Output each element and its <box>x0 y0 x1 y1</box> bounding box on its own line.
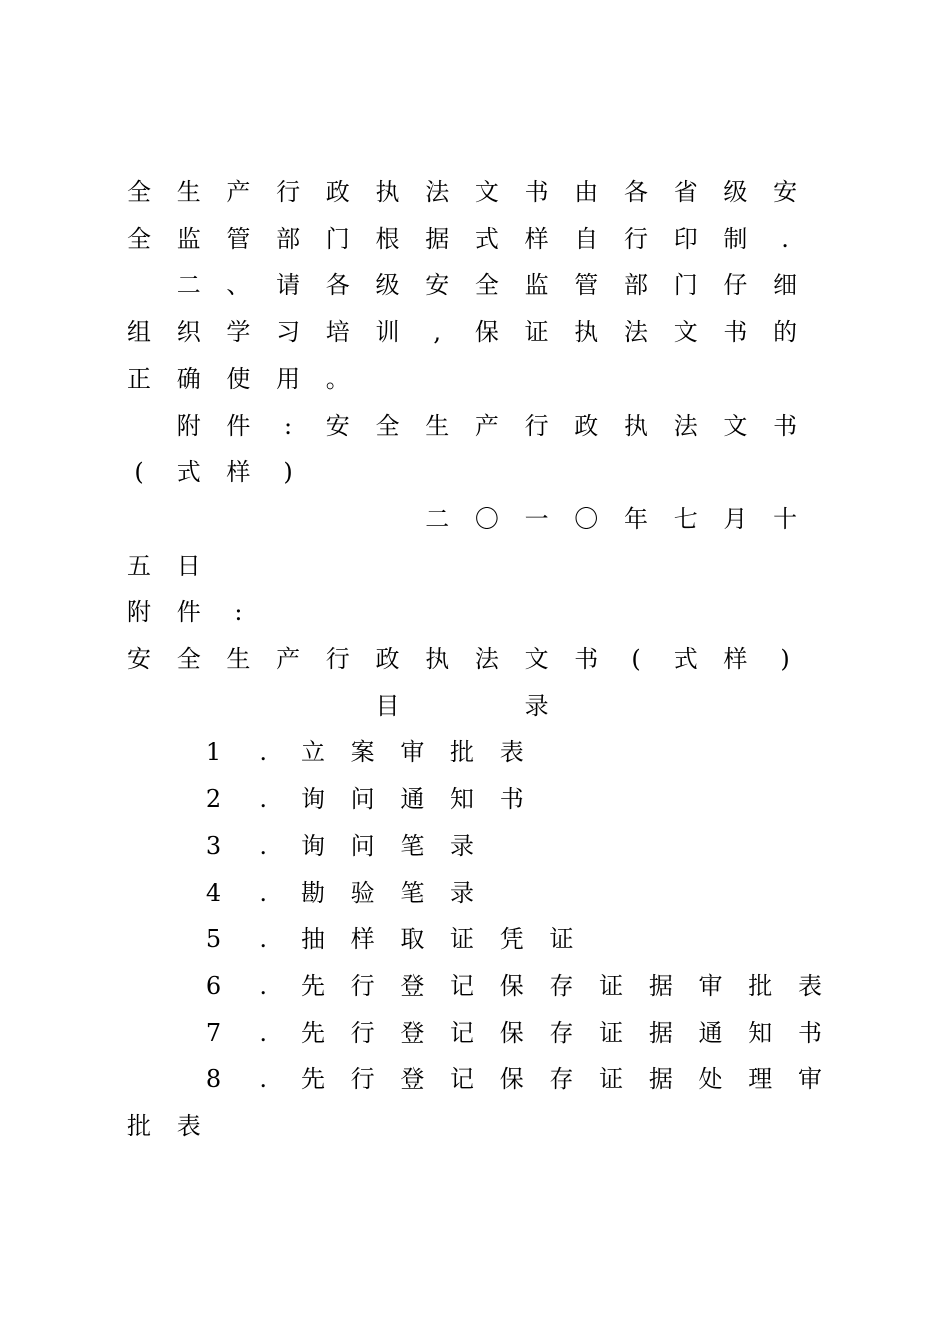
text-char: 监 <box>524 271 549 300</box>
text-line <box>128 641 800 677</box>
text-char: 样 <box>350 925 375 954</box>
text-char: 法 <box>624 318 648 347</box>
text-char: 月 <box>723 504 748 533</box>
text-line <box>128 875 800 911</box>
text-char: 录 <box>450 831 475 860</box>
text-char: 登 <box>400 1018 425 1047</box>
text-char: 文 <box>524 645 549 673</box>
text-char: 确 <box>176 364 201 393</box>
text-char: 5 <box>205 925 222 954</box>
text-char: 先 <box>300 971 325 1000</box>
text-char: 询 <box>300 831 325 860</box>
text-char: 织 <box>176 318 201 347</box>
text-char: 生 <box>176 178 201 206</box>
text-char: 7 <box>205 1018 222 1047</box>
text-char: 安 <box>425 271 450 300</box>
text-char: 学 <box>226 318 251 347</box>
text-char: ) <box>780 645 790 673</box>
text-line <box>128 734 800 770</box>
text-char: 制 <box>723 224 748 253</box>
text-char: 通 <box>698 1018 723 1047</box>
text-char: 笔 <box>400 831 425 860</box>
text-char: 全 <box>127 178 151 206</box>
text-char: 〇 <box>574 504 599 533</box>
text-char: 细 <box>773 271 798 300</box>
text-char: 询 <box>300 785 325 814</box>
text-char: 门 <box>325 224 350 253</box>
text-line <box>128 548 800 584</box>
text-char: 行 <box>276 178 301 206</box>
text-char: 登 <box>400 1065 425 1094</box>
text-char: 保 <box>499 1065 524 1094</box>
text-char: 印 <box>673 224 698 253</box>
text-char: 自 <box>574 224 599 253</box>
text-char: 法 <box>425 178 450 206</box>
text-char: 审 <box>698 971 723 1000</box>
text-char: 表 <box>176 1112 201 1140</box>
text-char: 证 <box>450 925 475 954</box>
text-char: 管 <box>226 224 251 253</box>
text-char: 正 <box>127 364 151 393</box>
text-line <box>128 174 800 210</box>
text-char: 书 <box>499 785 524 814</box>
text-char: 保 <box>499 971 524 1000</box>
text-char: 组 <box>127 318 151 347</box>
text-char: 安 <box>773 178 798 206</box>
text-line <box>128 921 800 957</box>
text-char: ( <box>134 458 144 487</box>
text-char: 日 <box>176 551 201 580</box>
text-line <box>128 781 800 817</box>
text-char: 保 <box>499 1018 524 1047</box>
text-char: 登 <box>400 971 425 1000</box>
text-char: 省 <box>673 178 698 206</box>
text-char: 十 <box>773 504 798 533</box>
text-line <box>128 1015 822 1051</box>
text-char: 执 <box>624 411 648 440</box>
text-char: 审 <box>400 738 425 767</box>
text-char: 生 <box>425 411 450 440</box>
text-char: 行 <box>325 645 350 673</box>
text-char: 行 <box>624 224 648 253</box>
text-char: 行 <box>350 1065 375 1094</box>
text-char: 立 <box>300 738 325 767</box>
text-char: 审 <box>797 1065 822 1094</box>
text-char: . <box>259 738 268 767</box>
text-char: 生 <box>226 645 251 673</box>
text-char: 证 <box>549 925 574 954</box>
text-char: 笔 <box>400 878 425 907</box>
text-char: 训 <box>375 318 400 347</box>
text-char: 附 <box>176 411 201 440</box>
text-char: 产 <box>474 411 499 440</box>
text-char: 录 <box>524 691 549 720</box>
text-char: 样 <box>723 645 748 673</box>
text-char: 全 <box>176 645 201 673</box>
text-char: 习 <box>276 318 301 347</box>
text-char: 据 <box>648 1065 673 1094</box>
text-char: 、 <box>226 271 251 300</box>
text-char: 全 <box>474 271 499 300</box>
text-char: : <box>284 411 293 440</box>
text-char: 级 <box>375 271 400 300</box>
text-char: 管 <box>574 271 599 300</box>
text-char: 书 <box>773 411 798 440</box>
text-char: 样 <box>226 458 251 487</box>
text-char: 证 <box>599 971 624 1000</box>
text-char: 法 <box>474 645 499 673</box>
text-char: 保 <box>474 318 499 347</box>
text-char: 验 <box>350 878 375 907</box>
text-char: 全 <box>127 224 151 253</box>
text-char: 式 <box>176 458 201 487</box>
text-char: 〇 <box>474 504 499 533</box>
text-char: ( <box>631 645 641 673</box>
text-char: 由 <box>574 178 599 206</box>
text-char: 据 <box>425 224 450 253</box>
text-char: 。 <box>325 364 350 393</box>
text-char: 存 <box>549 1018 574 1047</box>
text-char: 3 <box>205 831 222 860</box>
text-char: 法 <box>673 411 698 440</box>
text-char: 目 <box>375 691 400 720</box>
text-char: 抽 <box>300 925 325 954</box>
text-char: 8 <box>205 1065 222 1094</box>
text-line <box>128 267 800 303</box>
text-char: 处 <box>698 1065 723 1094</box>
text-char: . <box>259 925 268 954</box>
text-char: 政 <box>375 645 400 673</box>
text-line <box>128 828 800 864</box>
text-char: 先 <box>300 1018 325 1047</box>
text-char: 书 <box>723 318 748 347</box>
text-char: 证 <box>524 318 549 347</box>
text-char: 文 <box>474 178 499 206</box>
text-line <box>128 221 800 257</box>
text-char: 知 <box>450 785 475 814</box>
text-char: 书 <box>524 178 549 206</box>
text-char: 式 <box>474 224 499 253</box>
text-char: 二 <box>425 504 450 533</box>
text-char: 记 <box>450 1018 475 1047</box>
text-char: 批 <box>450 738 475 767</box>
text-char: 执 <box>574 318 599 347</box>
text-char: 各 <box>624 178 648 206</box>
text-char: 取 <box>400 925 425 954</box>
text-char: 记 <box>450 1065 475 1094</box>
text-char: 表 <box>499 738 524 767</box>
text-char: 五 <box>127 551 151 580</box>
text-char: 2 <box>205 785 222 814</box>
text-char: 门 <box>673 271 698 300</box>
text-char: 凭 <box>499 925 524 954</box>
text-char: 问 <box>350 831 375 860</box>
text-char: 产 <box>226 178 251 206</box>
text-char: 录 <box>450 878 475 907</box>
text-char: 通 <box>400 785 425 814</box>
text-char: 6 <box>205 971 222 1000</box>
text-line <box>128 454 800 490</box>
text-char: . <box>259 971 268 1000</box>
text-char: 执 <box>375 178 400 206</box>
text-line <box>128 968 822 1004</box>
text-char: 件 <box>226 411 251 440</box>
text-char: 4 <box>205 878 222 907</box>
text-line <box>128 594 800 630</box>
text-char: 全 <box>375 411 400 440</box>
text-char: 表 <box>797 971 822 1000</box>
text-char: . <box>259 878 268 907</box>
text-char: 1 <box>205 738 222 767</box>
text-char: 书 <box>574 645 599 673</box>
text-char: 存 <box>549 971 574 1000</box>
text-char: 请 <box>276 271 301 300</box>
text-char: 文 <box>673 318 698 347</box>
text-char: 仔 <box>723 271 748 300</box>
text-char: 使 <box>226 364 251 393</box>
text-line <box>128 408 800 444</box>
text-char: 年 <box>624 504 648 533</box>
text-char: 批 <box>748 971 773 1000</box>
text-char: 七 <box>673 504 698 533</box>
text-char: 二 <box>176 271 201 300</box>
text-line <box>128 688 800 724</box>
text-char: 政 <box>325 178 350 206</box>
text-char: . <box>259 831 268 860</box>
text-char: 政 <box>574 411 599 440</box>
text-char: 存 <box>549 1065 574 1094</box>
text-line <box>128 1108 800 1144</box>
text-char: 培 <box>325 318 350 347</box>
text-char: 知 <box>748 1018 773 1047</box>
text-char: 级 <box>723 178 748 206</box>
text-char: 据 <box>648 1018 673 1047</box>
text-char: 证 <box>599 1065 624 1094</box>
text-char: 问 <box>350 785 375 814</box>
text-char: 附 <box>127 598 151 627</box>
text-char: . <box>259 1065 268 1094</box>
text-line <box>128 501 800 537</box>
text-char: : <box>234 598 243 627</box>
text-char: 件 <box>176 598 201 627</box>
text-char: 式 <box>673 645 698 673</box>
text-char: 安 <box>127 645 151 673</box>
text-char: 批 <box>127 1112 151 1140</box>
text-char: 监 <box>176 224 201 253</box>
text-line <box>128 361 800 397</box>
text-char: 书 <box>797 1018 822 1047</box>
text-char: 各 <box>325 271 350 300</box>
text-char: 案 <box>350 738 375 767</box>
text-char: 安 <box>325 411 350 440</box>
text-char: 产 <box>276 645 301 673</box>
text-char: 用 <box>276 364 301 393</box>
text-line <box>128 1061 822 1097</box>
text-line <box>128 314 800 350</box>
text-char: . <box>259 1018 268 1047</box>
text-char: 部 <box>624 271 648 300</box>
text-char: 记 <box>450 971 475 1000</box>
text-char: ) <box>283 458 293 487</box>
text-char: 理 <box>748 1065 773 1094</box>
text-char: 行 <box>524 411 549 440</box>
text-char: 根 <box>375 224 400 253</box>
text-char: , <box>433 318 441 347</box>
text-char: 行 <box>350 1018 375 1047</box>
text-char: 证 <box>599 1018 624 1047</box>
text-char: 勘 <box>300 878 325 907</box>
text-char: 的 <box>773 318 798 347</box>
text-char: 部 <box>276 224 301 253</box>
text-char: 执 <box>425 645 450 673</box>
text-char: . <box>781 224 789 253</box>
text-char: 据 <box>648 971 673 1000</box>
text-char: 一 <box>524 504 549 533</box>
text-char: 行 <box>350 971 375 1000</box>
text-char: 先 <box>300 1065 325 1094</box>
text-char: 文 <box>723 411 748 440</box>
text-char: 样 <box>524 224 549 253</box>
text-char: . <box>259 785 268 814</box>
